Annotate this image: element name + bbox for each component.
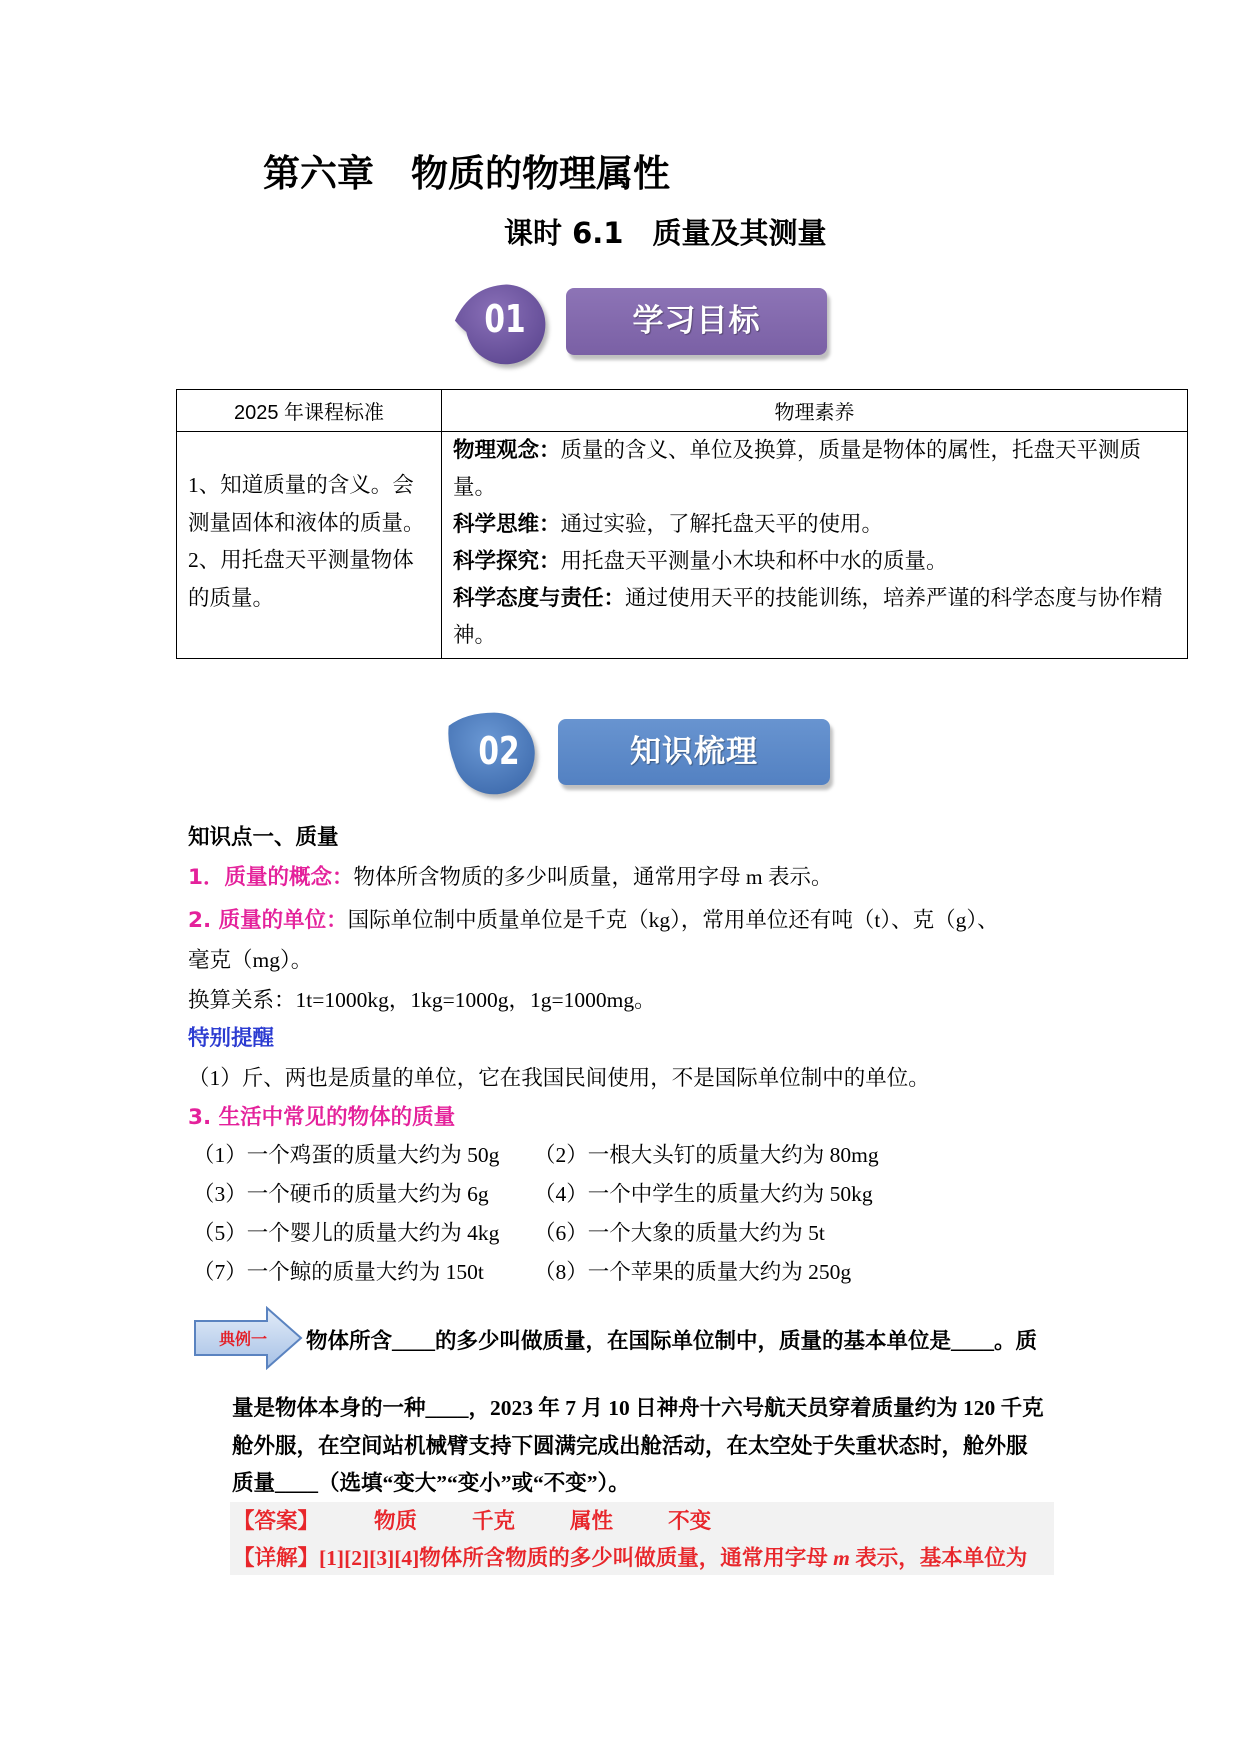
lesson-title: 课时 6.1 质量及其测量 — [504, 216, 827, 250]
example-question-line: 质量____（选填“变大”“变小”或“不变”）。 — [232, 1471, 630, 1495]
literacy-inquiry — [453, 543, 1187, 580]
standard-line: 测量固体和液体的质量。 — [188, 510, 425, 535]
answer-value: 属性 — [570, 1509, 614, 1533]
list-item: （4）一个中学生的质量大约为 50kg — [534, 1182, 873, 1206]
common-masses-list — [193, 1140, 954, 1296]
answer-value: 物质 — [374, 1509, 418, 1533]
reminder-text: （1）斤、两也是质量的单位，它在我国民间使用，不是国际单位制中的单位。 — [188, 1066, 930, 1090]
standard-cell — [177, 432, 442, 658]
table-header-literacy: 物理素养 — [442, 390, 1187, 432]
literacy-term: 科学探究： — [453, 549, 561, 574]
example-badge-label: 典例一 — [218, 1329, 268, 1349]
unit-conversion: 换算关系：1t=1000kg，1kg=1000g，1g=1000mg。 — [188, 988, 656, 1012]
example-question-line: 舱外服，在空间站机械臂支持下圆满完成出舱活动，在太空处于失重状态时，舱外服 — [232, 1434, 1028, 1458]
section-number-badge-02 — [443, 703, 538, 802]
standard-line: 的质量。 — [188, 585, 275, 610]
mass-concept-label: 1．质量的概念： — [188, 865, 354, 890]
explanation-line — [233, 1543, 1027, 1573]
list-item: （6）一个大象的质量大约为 5t — [534, 1221, 825, 1245]
chapter-title: 第六章 物质的物理属性 — [263, 152, 670, 195]
mass-unit-text: 国际单位制中质量单位是千克（kg），常用单位还有吨（t）、克（g）、 — [347, 908, 999, 932]
literacy-thinking — [453, 506, 1187, 543]
mass-unit-line — [188, 905, 999, 936]
common-masses-title: 3. 生活中常见的物体的质量 — [188, 1105, 456, 1130]
explanation-text: [1][2][3][4]物体所含物质的多少叫做质量，通常用字母 — [319, 1546, 834, 1570]
literacy-text: 通过使用天平的技能训练，培养严谨的科学态度与协作精 — [625, 586, 1163, 610]
list-item: （2）一根大头钉的质量大约为 80mg — [534, 1143, 879, 1167]
literacy-continuation: 量。 — [453, 475, 497, 499]
reminder-title: 特别提醒 — [188, 1026, 275, 1051]
literacy-text: 用托盘天平测量小木块和杯中水的质量。 — [560, 549, 948, 573]
answer-label: 【答案】 — [233, 1509, 320, 1533]
standard-line: 2、用托盘天平测量物体 — [188, 548, 414, 572]
literacy-cell — [442, 432, 1187, 658]
mass-unit-continuation: 毫克（mg）。 — [188, 948, 313, 972]
knowledge-heading: 知识点一、质量 — [188, 825, 339, 850]
explanation-label: 【详解】 — [233, 1546, 320, 1570]
list-item: （7）一个鲸的质量大约为 150t — [193, 1260, 484, 1284]
literacy-attitude — [453, 580, 1187, 617]
example-arrow-badge — [193, 1306, 303, 1370]
table-header-standard: 2025 年课程标准 — [177, 390, 442, 432]
example-question-line: 量是物体本身的一种____，2023 年 7 月 10 日神舟十六号航天员穿着质量约为 120 千克 — [232, 1396, 1044, 1420]
section-title-knowledge: 知识梳理 — [558, 719, 830, 785]
literacy-term: 科学思维： — [453, 512, 561, 537]
literacy-text: 质量的含义、单位及换算，质量是物体的属性，托盘天平测质 — [560, 438, 1142, 462]
example-question-line: 物体所含____的多少叫做质量，在国际单位制中，质量的基本单位是____。质 — [306, 1329, 1038, 1353]
list-item: （3）一个硬币的质量大约为 6g — [193, 1182, 489, 1206]
answer-value: 不变 — [668, 1509, 712, 1533]
literacy-term: 科学态度与责任： — [453, 586, 626, 611]
literacy-term: 物理观念： — [453, 438, 561, 463]
list-item: （1）一个鸡蛋的质量大约为 50g — [193, 1143, 500, 1167]
explanation-text: 表示，基本单位为 — [849, 1546, 1028, 1570]
answer-line — [233, 1506, 711, 1536]
list-item: （5）一个婴儿的质量大约为 4kg — [193, 1221, 500, 1245]
answer-box — [230, 1502, 1054, 1575]
mass-unit-label: 2. 质量的单位： — [188, 908, 348, 933]
answer-value: 千克 — [472, 1509, 516, 1533]
section-number: 01 — [484, 297, 526, 341]
objectives-table — [176, 389, 1188, 659]
literacy-text: 通过实验，了解托盘天平的使用。 — [560, 512, 884, 536]
mass-concept-line — [188, 862, 832, 893]
list-item: （8）一个苹果的质量大约为 250g — [534, 1260, 852, 1284]
section-title-objectives: 学习目标 — [566, 288, 827, 355]
section-number-badge-01 — [452, 275, 549, 370]
section-number: 02 — [478, 729, 520, 773]
literacy-concept — [453, 432, 1187, 469]
standard-line: 1、知道质量的含义。会 — [188, 473, 414, 497]
mass-concept-text: 物体所含物质的多少叫质量，通常用字母 m 表示。 — [353, 865, 833, 889]
mass-symbol: m — [833, 1546, 850, 1570]
literacy-continuation: 神。 — [453, 623, 497, 647]
